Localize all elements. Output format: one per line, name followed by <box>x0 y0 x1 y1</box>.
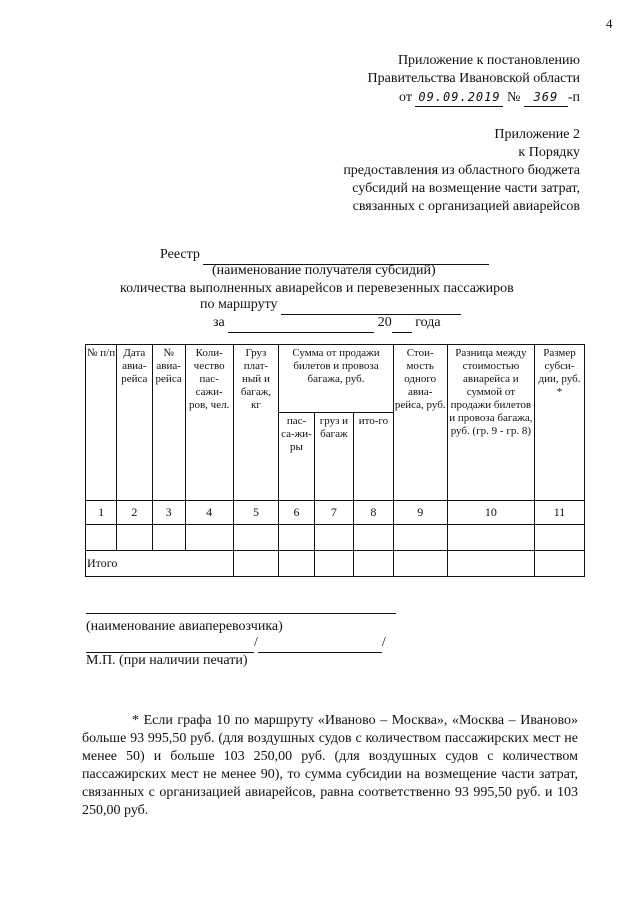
header-flight-date: Дата авиа-рейса <box>117 345 152 501</box>
year-prefix: 20 <box>377 315 392 330</box>
appendix-2-line4: субсидий на возмещение части затрат, <box>352 181 580 196</box>
period-field <box>228 314 374 333</box>
total-label: Итого <box>86 551 234 577</box>
column-number: 11 <box>535 501 585 525</box>
decree-number: 369 <box>524 88 568 107</box>
za-label: за <box>213 315 225 330</box>
column-number: 10 <box>447 501 534 525</box>
carrier-caption: (наименование авиаперевозчика) <box>86 619 283 634</box>
table-row <box>86 525 585 551</box>
appendix-2-line2: к Порядку <box>518 145 580 160</box>
route-label: по маршруту <box>200 297 278 312</box>
year-field <box>392 314 412 333</box>
total-row <box>86 551 585 577</box>
number-sign: № <box>506 90 521 105</box>
header-passengers: пас-са-жи-ры <box>279 413 314 501</box>
header-flight-cost: Стои-мость одного авиа-рейса, руб. <box>393 345 447 501</box>
column-number: 3 <box>152 501 185 525</box>
registry-subtitle: количества выполненных авиарейсов и перевезенных пассажиров <box>120 281 514 296</box>
signature-line <box>86 634 386 653</box>
appendix-1-block <box>368 52 580 107</box>
year-suffix: года <box>415 315 441 330</box>
period-line <box>213 314 441 333</box>
header-subsidy: Размер субси-дии, руб. * <box>535 345 585 501</box>
footnote: * Если графа 10 по маршруту «Иваново – Москва», «Москва – Иваново» больше 93 995,50 руб. (для воздушных судов с количеством пассажирских мест не менее 50) и больше 103 250,00 руб. (для воздушных судов с количеством пассажирских мест не менее 90), то сумма субсидии на возмещение части затрат, связанных с организацией авиарейсов, равна соответственно 93 995,50 руб. и 103 250,00 руб. <box>82 713 578 818</box>
appendix-2-line5: связанных с организацией авиарейсов <box>352 199 580 214</box>
page-number: 4 <box>606 16 613 31</box>
column-number: 6 <box>279 501 314 525</box>
header-sales-sum: Сумма от продажи билетов и провоза багажа, руб. <box>279 345 393 413</box>
signature-field <box>86 634 254 653</box>
decree-date: 09.09.2019 <box>415 88 503 107</box>
column-number: 1 <box>86 501 117 525</box>
column-number: 8 <box>354 501 394 525</box>
column-number: 9 <box>393 501 447 525</box>
column-number: 7 <box>314 501 354 525</box>
ot-label: от <box>399 90 412 105</box>
carrier-field <box>86 612 396 614</box>
appendix-2-line3: предоставления из областного бюджета <box>343 163 580 178</box>
header-flight-number: № авиа-рейса <box>152 345 185 501</box>
appendix-1-line1: Приложение к постановлению <box>397 53 580 68</box>
signature-slash-1: / <box>254 635 258 650</box>
header-row-number: № п/п <box>86 345 117 501</box>
header-total: ито-го <box>354 413 394 501</box>
route-line <box>200 296 461 315</box>
column-number: 4 <box>185 501 233 525</box>
appendix-1-line2: Правительства Ивановской области <box>367 71 580 86</box>
appendix-2-block <box>343 126 580 216</box>
header-cargo-baggage: груз и багаж <box>314 413 354 501</box>
appendix-1-date-line <box>368 88 580 107</box>
appendix-2-line1: Приложение 2 <box>494 127 580 142</box>
column-number-row <box>86 501 585 525</box>
registry-title: Реестр <box>160 247 200 262</box>
registry-table <box>85 344 585 577</box>
stamp-note: М.П. (при наличии печати) <box>86 653 248 668</box>
route-field <box>281 296 461 315</box>
header-cargo: Груз плат-ный и багаж, кг <box>233 345 279 501</box>
column-number: 2 <box>117 501 152 525</box>
signature-slash-2: / <box>381 635 386 650</box>
recipient-caption: (наименование получателя субсидий) <box>212 263 436 278</box>
decree-suffix: -п <box>567 90 580 105</box>
signature-name-field <box>258 634 382 653</box>
header-passenger-count: Коли-чество пас-сажи-ров, чел. <box>185 345 233 501</box>
header-difference: Разница между стоимостью авиарейса и суммой от продажи билетов и провоза багажа, руб. (гр. 9 - гр. 8) <box>447 345 534 501</box>
column-number: 5 <box>233 501 279 525</box>
